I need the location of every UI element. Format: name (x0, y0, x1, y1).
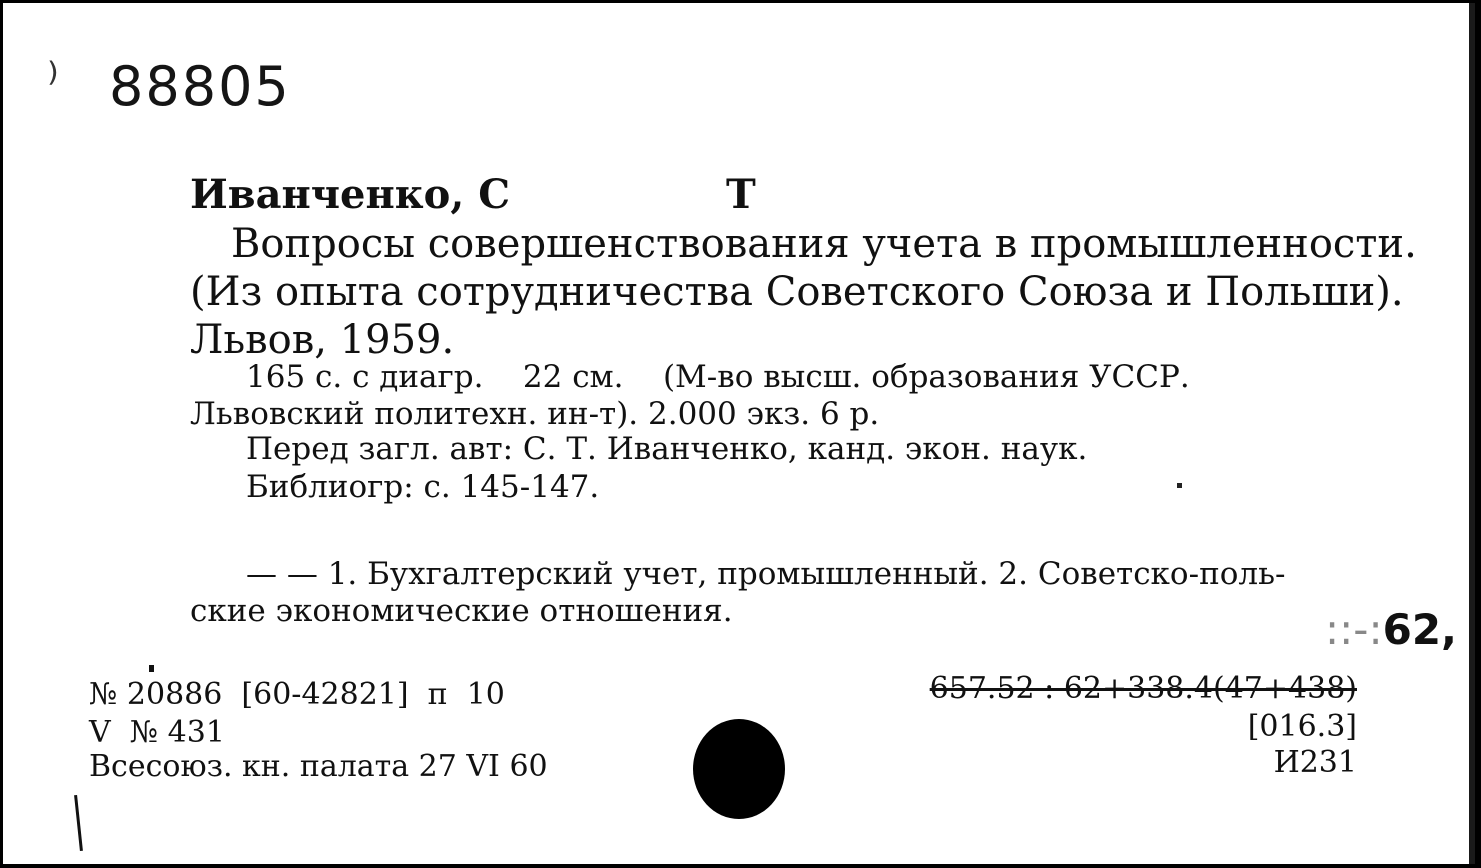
subject-line-2: ские экономические отношения. (190, 593, 733, 629)
footer-line-2: V № 431 (89, 715, 225, 750)
subject-line-1: — — 1. Бухгалтерский учет, промышленный. 2. Советско-поль- (246, 556, 1286, 592)
author-name: Иванченко, С (190, 171, 511, 218)
title-line-1: Вопросы совершенствования учета в промышленности. (231, 221, 1417, 267)
description-line-1: 165 с. с диагр. 22 см. (М-во высш. образования УССР. (246, 359, 1190, 395)
stray-dot (1177, 483, 1182, 488)
margin-number-value: 62, (1382, 605, 1457, 654)
call-number: 88805 (109, 55, 291, 118)
author-initial: Т (726, 171, 756, 218)
classification-struck: 657.52 : 62+338.4(47+438) (929, 671, 1357, 706)
catalog-card (3, 3, 1475, 864)
publication-place-year: Львов, 1959. (190, 317, 455, 363)
bibliography-note: Библиогр: с. 145-147. (246, 469, 600, 505)
classification-line-3: И231 (1273, 745, 1357, 780)
footer-line-3: Всесоюз. кн. палата 27 VI 60 (89, 749, 548, 784)
title-line-2: (Из опыта сотрудничества Советского Союза и Польши). (190, 269, 1404, 315)
pencil-tick-mark (74, 795, 83, 851)
author-note: Перед загл. авт: С. Т. Иванченко, канд. экон. наук. (246, 431, 1088, 467)
ink-dot (149, 665, 154, 672)
margin-number-faded: ::-: (1324, 605, 1383, 654)
margin-number (1325, 605, 1457, 654)
punch-hole (693, 719, 785, 819)
handwritten-mark: ⁾ (47, 53, 59, 109)
classification-line-2: [016.3] (1247, 709, 1357, 744)
description-line-2: Львовский политехн. ин-т). 2.000 экз. 6 р. (190, 396, 880, 432)
footer-line-1: № 20886 [60-42821] п 10 (89, 677, 505, 712)
